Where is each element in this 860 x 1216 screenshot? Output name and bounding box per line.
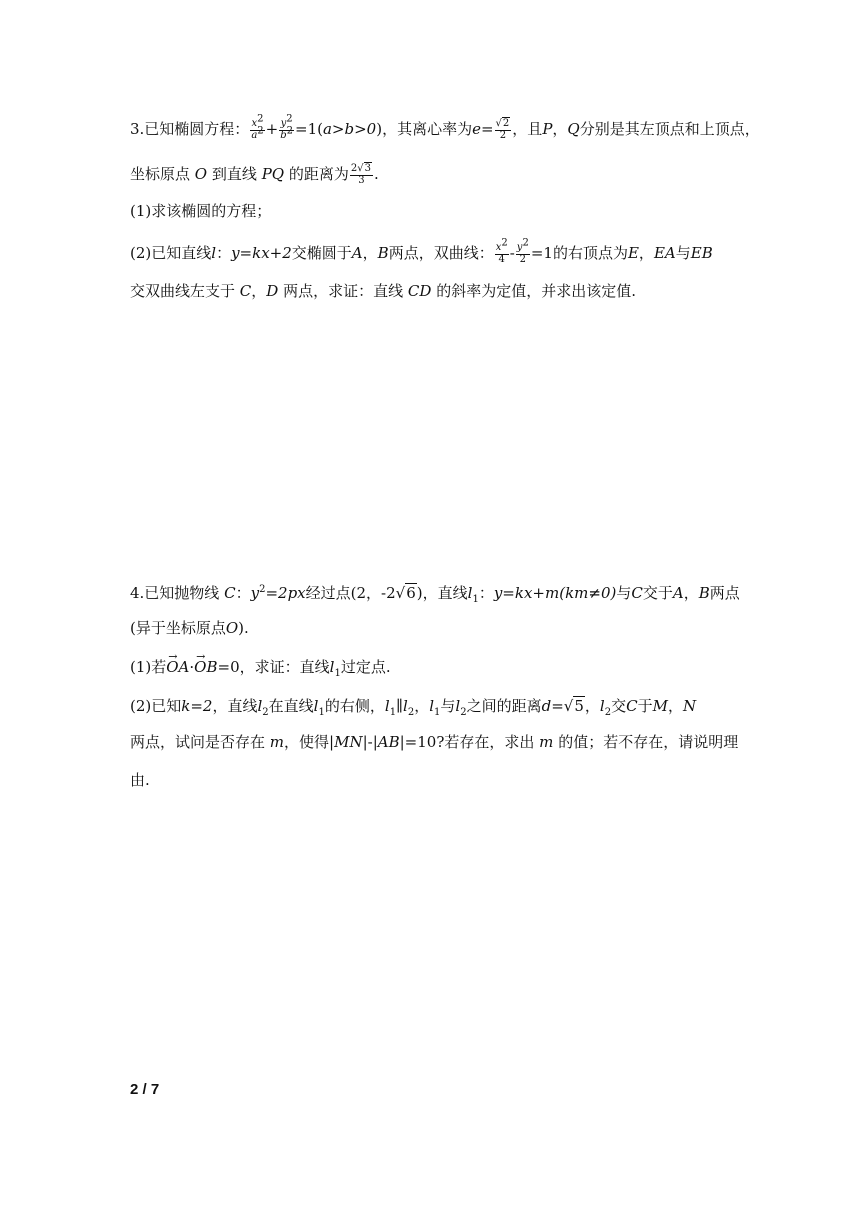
- problem-4-part-2-line-1: (2)已知k=2，直线$l_2$在直线$l_1$的右侧，$l_1\parallel l_2$，$l_1$与$l_2$之间的距离d=√5，$l_2$交C于M，N: [130, 697, 697, 718]
- problem-3-part-2-line-2: 交双曲线左支于 C，D 两点，求证：直线 CD 的斜率为定值，并求出该定值.: [130, 282, 636, 300]
- problem-4-line-2: (异于坐标原点O).: [130, 619, 249, 637]
- ellipse-x-fraction: $\frac{x^2}{a^2}$: [251, 113, 264, 141]
- sqrt-6: √6: [395, 584, 416, 602]
- ellipse-y-fraction: $\frac{y^2}{b^2}$: [280, 113, 294, 141]
- problem-4-part-1: (1)若→ OA·→ OB=0，求证：直线$l_1$过定点.: [130, 660, 391, 675]
- problem-4-part-2-line-2: 两点，试问是否存在 m，使得|MN|-|AB|=10?若存在，求出 m 的值；若不存在，请说明理: [130, 733, 739, 751]
- eccentricity-fraction: $\frac{√2}{2}$: [495, 118, 510, 141]
- hyperbola-y-fraction: $\frac{y^2}{2}$: [516, 237, 529, 265]
- problem-4-part-2-line-3: 由.: [130, 771, 150, 789]
- sqrt-5: √5: [563, 697, 584, 715]
- vector-ob: → OB: [194, 660, 217, 675]
- problem-3-line-1: 3.已知椭圆方程： $\frac{x^2}{a^2}$ + $\frac{y^2}{b^2}$ =1(a>b>0)，其离心率为e= $\frac{√2}{2}$ ，且P，Q分别是其左顶点和上顶点，: [130, 113, 760, 141]
- page-number: 2 / 7: [130, 1081, 160, 1098]
- distance-fraction: $\frac{2√3}{3}$: [350, 163, 371, 186]
- problem-3-part-2-line-1: (2)已知直线l：y=kx+2交椭圆于A，B两点，双曲线： $\frac{x^2}{4}$ - $\frac{y^2}{2}$ =1的右顶点为E，EA与EB: [130, 237, 713, 265]
- problem-4-line-1: 4.已知抛物线 C：$y^2=2px$经过点(2，-2√6)，直线$l_1$：y=kx+m(km≠0)与C交于A，B两点: [130, 584, 740, 605]
- vector-oa: → OA: [166, 660, 189, 675]
- hyperbola-x-fraction: $\frac{x^2}{4}$: [495, 237, 508, 265]
- problem-3-part-1: (1)求该椭圆的方程；: [130, 202, 272, 220]
- problem-3-line-2: 坐标原点 O 到直线 PQ 的距离为 $\frac{2√3}{3}$ .: [130, 163, 379, 186]
